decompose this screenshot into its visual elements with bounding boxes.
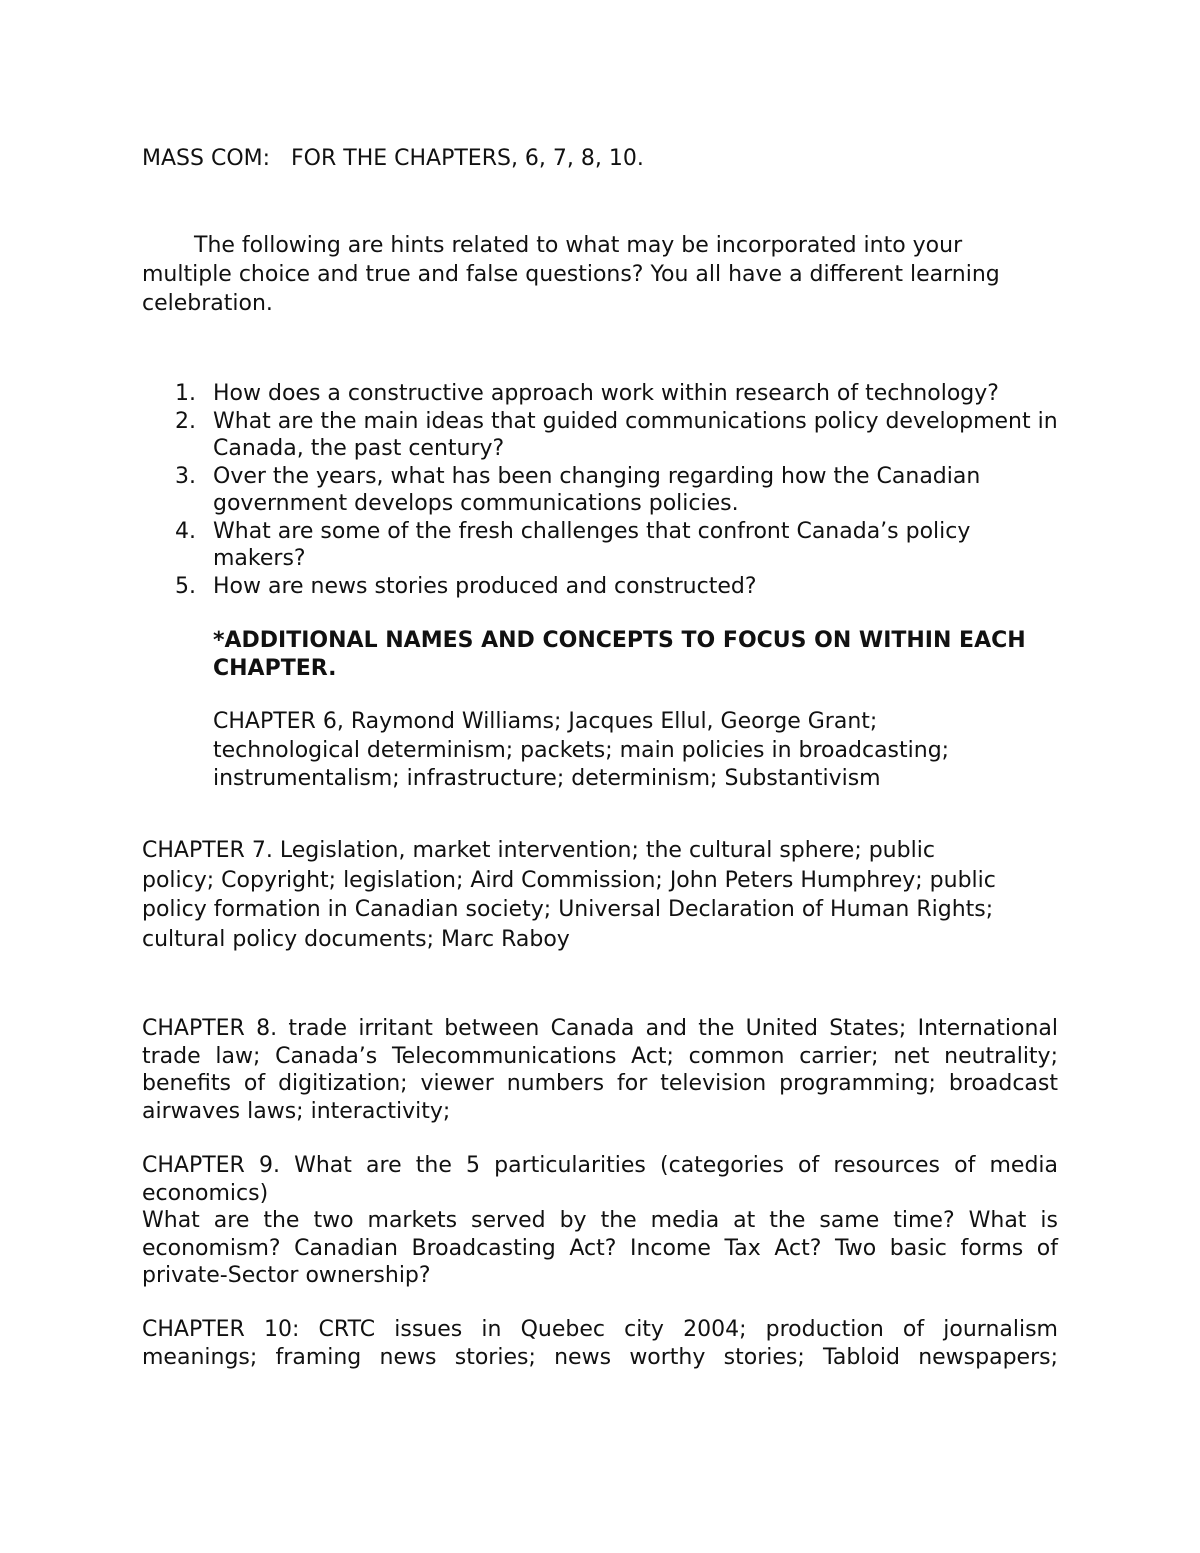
list-item bbox=[175, 408, 1063, 463]
chapter-9-section bbox=[142, 1152, 1058, 1290]
chapter-10-paragraph: CHAPTER 10: CRTC issues in Quebec city 2004; production of journalism meanings; framing news stories; news worthy stories; Tabloid newspapers; bbox=[142, 1317, 1058, 1370]
chapter-6-paragraph: CHAPTER 6, Raymond Williams; Jacques Ellul, George Grant; technological determinism; packets; main policies in broadcasting; instrumentalism; infrastructure; determinism; Substantivism bbox=[213, 709, 950, 791]
document-title: MASS COM: FOR THE CHAPTERS, 6, 7, 8, 10. bbox=[142, 146, 644, 171]
list-number: 5. bbox=[175, 573, 196, 599]
question-text: Over the years, what has been changing regarding how the Canadian government develops communications policies. bbox=[213, 463, 981, 516]
question-text: What are the main ideas that guided communications policy development in Canada, the past century? bbox=[213, 408, 1058, 461]
list-number: 4. bbox=[175, 518, 196, 544]
question-text: What are some of the fresh challenges that confront Canada’s policy makers? bbox=[213, 518, 971, 571]
question-text: How does a constructive approach work within research of technology? bbox=[213, 381, 999, 406]
chapter-9-line-2: What are the two markets served by the media at the same time? What is economism? Canadian Broadcasting Act? Income Tax Act? Two basic forms of private-Sector ownership? bbox=[142, 1208, 1058, 1288]
question-text: How are news stories produced and constructed? bbox=[213, 573, 757, 599]
chapter-7-paragraph: CHAPTER 7. Legislation, market intervention; the cultural sphere; public policy; Copyright; legislation; Aird Commission; John Peters Humphrey; public policy formation in Canadian society; Universal Declaration of Human Rights; cultural policy documents; Marc Raboy bbox=[142, 838, 996, 952]
list-number: 3. bbox=[175, 463, 196, 489]
focus-heading: *ADDITIONAL NAMES AND CONCEPTS TO FOCUS ON WITHIN EACH CHAPTER. bbox=[213, 628, 1026, 681]
list-number: 2. bbox=[175, 408, 196, 434]
intro-paragraph: The following are hints related to what may be incorporated into your multiple choice and true and false questions? You all have a different learning celebration. bbox=[142, 233, 1000, 316]
list-number: 1. bbox=[175, 381, 196, 406]
list-item bbox=[175, 463, 1063, 518]
list-item bbox=[175, 380, 1063, 408]
chapter-9-line-1: CHAPTER 9. What are the 5 particularities (categories of resources of media economics) bbox=[142, 1153, 1058, 1206]
question-list bbox=[175, 380, 1063, 600]
list-item bbox=[175, 518, 1063, 573]
list-item bbox=[175, 573, 1063, 601]
chapter-8-paragraph: CHAPTER 8. trade irritant between Canada and the United States; International trade law; Canada’s Telecommunications Act; common carrier; net neutrality; benefits of digitization; viewer numbers for television programming; broadcast airwaves laws; interactivity; bbox=[142, 1016, 1058, 1124]
